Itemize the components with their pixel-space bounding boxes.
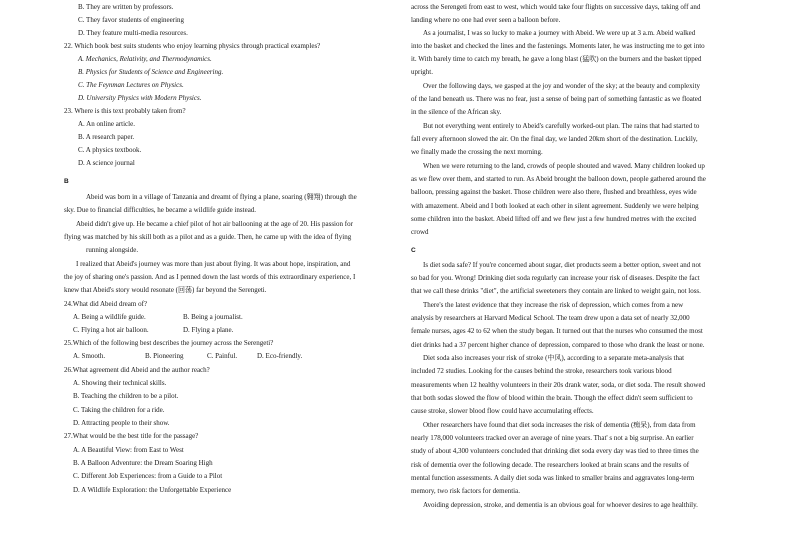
q23-option-b: B. A research paper. bbox=[78, 133, 135, 141]
passage-c-line: Diet soda also increases your risk of stroke (中风), according to a separate meta-analysis that bbox=[423, 354, 685, 362]
passage-c-line: analysis by researchers at Harvard Medical School. The team drew upon a data set of nearly 32,000 bbox=[411, 314, 690, 322]
passage-b-cont-line: we finally made the crossing the next morning. bbox=[411, 148, 543, 156]
passage-c-line: study of about 4,300 volunteers concluded that drinking diet soda every day was tied to three times the bbox=[411, 447, 699, 455]
passage-b-line: flying was matched by his skill both as a pilot and as a guide. Then, he came up with the idea of flying bbox=[64, 233, 352, 241]
q24-option-a: A. Being a wildlife guide. bbox=[73, 313, 146, 321]
q25-option-d: D. Eco-friendly. bbox=[257, 352, 303, 360]
passage-b-cont-line: some children into the basket. Abeid lifted off and we flew just a few hundred metres with the excited bbox=[411, 215, 697, 223]
passage-c-line: that we call these drinks "diet", the artificial sweeteners they contain are linked to weight gain, not loss. bbox=[411, 287, 701, 295]
passage-b-cont-line: with amazement. Abeid and I both looked at each other in silent agreement. Suddenly we were helping bbox=[411, 202, 699, 210]
q22-option-d: D. University Physics with Modern Physics. bbox=[78, 94, 202, 102]
passage-b-cont-line: landing where no one had ever seen a balloon before. bbox=[411, 16, 561, 24]
passage-c-line: included 72 studies. Looking for the causes behind the stroke, researchers took various blood bbox=[411, 367, 672, 375]
q27-option-d: D. A Wildlife Exploration: the Unforgettable Experience bbox=[73, 486, 232, 494]
section-b-label: B bbox=[64, 178, 69, 185]
passage-b-cont-line: fall every afternoon slowed the air. On the final day, we landed 20km short of the destination. Luckily, bbox=[411, 135, 698, 143]
passage-c-line: measurements when 12 healthy volunteers in their 20s drank water, soda, or diet soda. The result showed bbox=[411, 381, 706, 389]
q26-option-a: A. Showing their technical skills. bbox=[73, 379, 167, 387]
passage-b-cont-line: Over the following days, we gasped at the joy and wonder of the sky; at the beauty and complexity bbox=[423, 82, 701, 90]
q23-stem: 23. Where is this text probably taken from? bbox=[64, 107, 186, 115]
q25-option-b: B. Pioneering bbox=[145, 352, 184, 360]
passage-b-cont-line: in the silence of the African sky. bbox=[411, 108, 502, 116]
q22-option-b: B. Physics for Students of Science and Engineering. bbox=[78, 68, 224, 76]
passage-c-line: risk of dementia over the following decade. The researchers looked at brain scans and the results of bbox=[411, 461, 690, 469]
passage-b-cont-line: As a journalist, I was so lucky to make a journey with Abeid. We were up at 3 a.m. Abeid walked bbox=[423, 29, 696, 37]
q26-option-d: D. Attracting people to their show. bbox=[73, 419, 170, 427]
passage-c-line: female nurses, ages 42 to 62 when the study began. It turned out that the nurses who consumed the most bbox=[411, 327, 703, 335]
q22-stem: 22. Which book best suits students who enjoy learning physics through practical examples? bbox=[64, 42, 321, 50]
q24-option-b: B. Being a journalist. bbox=[183, 313, 243, 321]
q25-option-a: A. Smooth. bbox=[73, 352, 106, 360]
q26-option-b: B. Teaching the children to be a pilot. bbox=[73, 392, 179, 400]
passage-b-cont-line: as we flew over them, and started to run. As Abeid brought the balloon down, people gathered around the bbox=[411, 175, 706, 183]
q24-option-c: C. Flying a hot air balloon. bbox=[73, 326, 149, 334]
q24-stem: 24.What did Abeid dream of? bbox=[64, 300, 148, 308]
passage-c-line: so bad for you. Wrong! Drinking diet soda regularly can increase your risk of diseases. Despite the fact bbox=[411, 274, 700, 282]
passage-b-line: knew that Abeid's story would resonate (回荡) far beyond the Serengeti. bbox=[64, 286, 267, 294]
q25-stem: 25.Which of the following best describes the journey across the Serengeti? bbox=[64, 339, 274, 347]
passage-c-line: There's the latest evidence that they increase the risk of depression, which comes from a new bbox=[423, 301, 684, 309]
passage-c-line: Avoiding depression, stroke, and dementia is an obvious goal for whoever desires to age healthily. bbox=[423, 501, 698, 509]
passage-b-cont-line: it. With barely time to catch my breath, he gave a long blast (猛吹) on the burners and the basket tipped bbox=[411, 55, 702, 63]
passage-b-cont-line: When we were returning to the land, crowds of people shouted and waved. Many children looked up bbox=[423, 162, 705, 170]
q21-option-b: B. They are written by professors. bbox=[78, 3, 174, 11]
q22-option-c: C. The Feynman Lectures on Physics. bbox=[78, 81, 184, 89]
passage-b-cont-line: balloon, pressing against the basket. Those children were also there, flushed and breathless, eyes wide bbox=[411, 188, 697, 196]
passage-b-line: the joy of sharing one's passion. And as I penned down the last words of this extraordinary experience, I bbox=[64, 273, 356, 281]
q27-stem: 27.What would be the best title for the passage? bbox=[64, 432, 199, 440]
passage-b-cont-line: upright. bbox=[411, 68, 433, 76]
passage-c-line: Is diet soda safe? If you're concerned about sugar, diet products seem a better option, sweet and not bbox=[423, 261, 701, 269]
q25-option-c: C. Painful. bbox=[207, 352, 238, 360]
q27-option-b: B. A Balloon Adventure: the Dream Soaring High bbox=[73, 459, 213, 467]
passage-b-cont-line: of the land beneath us. There was no fear, just a sense of being part of something fantastic as we floated bbox=[411, 95, 702, 103]
passage-b-line: I realized that Abeid's journey was more than just about flying. It was about hope, inspiration, and bbox=[76, 260, 351, 268]
q23-option-d: D. A science journal bbox=[78, 159, 135, 167]
q26-option-c: C. Taking the children for a ride. bbox=[73, 406, 165, 414]
passage-b-line: running alongside. bbox=[86, 246, 139, 254]
passage-c-line: that both sodas slowed the flow of blood within the brain. Though the effect didn't seem sufficient to bbox=[411, 394, 693, 402]
q26-stem: 26.What agreement did Abeid and the author reach? bbox=[64, 366, 210, 374]
q21-option-c: C. They favor students of engineering bbox=[78, 16, 185, 24]
q23-option-c: C. A physics textbook. bbox=[78, 146, 142, 154]
q21-option-d: D. They feature multi-media resources. bbox=[78, 29, 188, 37]
passage-c-line: cause stroke, slower blood flow could have accumulating effects. bbox=[411, 407, 594, 415]
passage-b-line: Abeid didn't give up. He became a chief pilot of hot air ballooning at the age of 20. His passion for bbox=[76, 220, 353, 228]
passage-b-line: sky. Due to financial difficulties, he became a wildlife guide instead. bbox=[64, 206, 257, 214]
passage-b-cont-line: crowd bbox=[411, 228, 429, 236]
passage-c-line: nearly 178,000 volunteers tracked over an average of nine years. That' s not a big surprise. An earlier bbox=[411, 434, 694, 442]
q23-option-a: A. An online article. bbox=[78, 120, 135, 128]
passage-c-line: mental function assessments. A daily diet soda was linked to smaller brains and aggravates long-term bbox=[411, 474, 695, 482]
passage-b-cont-line: into the basket and checked the lines and the fastenings. Moments later, he was instructing me to get into bbox=[411, 42, 705, 50]
passage-c-line: Other researchers have found that diet soda increases the risk of dementia (痴呆), from data from bbox=[423, 421, 696, 429]
passage-b-cont-line: across the Serengeti from east to west, which would take four flights on successive days, taking off and bbox=[411, 3, 701, 11]
passage-b-line: Abeid was born in a village of Tanzania and dreamt of flying a plane, soaring (翱翔) through the bbox=[86, 193, 357, 201]
q27-option-a: A. A Beautiful View: from East to West bbox=[73, 446, 184, 454]
passage-b-cont-line: But not everything went entirely to Abeid's carefully worked-out plan. The rains that had started to bbox=[423, 122, 700, 130]
q22-option-a: A. Mechanics, Relativity, and Thermodynamics. bbox=[78, 55, 212, 63]
q24-option-d: D. Flying a plane. bbox=[183, 326, 234, 334]
passage-c-line: diet drinks had a 37 percent higher chance of depression, compared to those who drank the least or none. bbox=[411, 341, 705, 349]
q27-option-c: C. Different Job Experiences: from a Guide to a Pilot bbox=[73, 472, 223, 480]
passage-c-line: memory, two risk factors for dementia. bbox=[411, 487, 520, 495]
section-c-label: C bbox=[411, 247, 416, 254]
